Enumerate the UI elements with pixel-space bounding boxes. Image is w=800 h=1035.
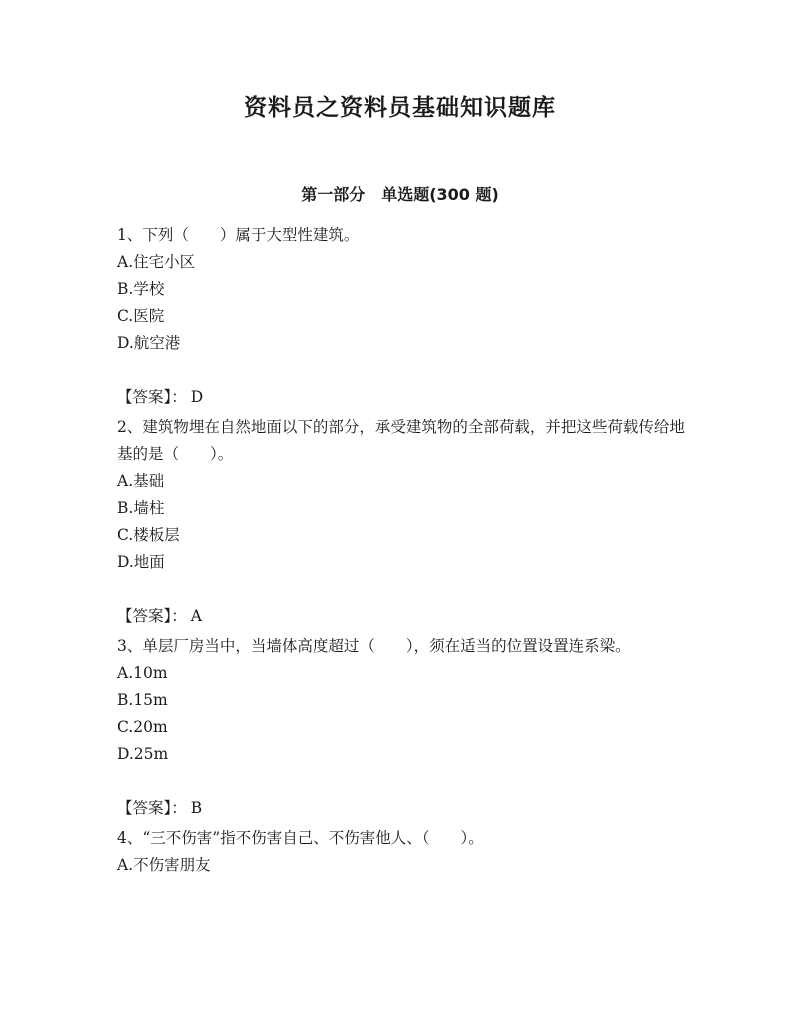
answer-value: D bbox=[190, 388, 204, 406]
option-a: A.基础 bbox=[117, 472, 165, 490]
answer-line bbox=[117, 603, 687, 630]
document-title: 资料员之资料员基础知识题库 bbox=[244, 94, 556, 121]
question-stem: 4、“三不伤害”指不伤害自己、不伤害他人、（ ）。 bbox=[117, 829, 484, 847]
answer-value: A bbox=[190, 607, 202, 625]
option-a: A.不伤害朋友 bbox=[117, 856, 211, 874]
option-c: C.20m bbox=[117, 718, 168, 736]
question-stem: 3、单层厂房当中，当墙体高度超过（ ），须在适当的位置设置连系梁。 bbox=[117, 637, 631, 655]
option-b: B.学校 bbox=[117, 280, 165, 298]
answer-value: B bbox=[190, 799, 203, 817]
question-4 bbox=[117, 825, 687, 879]
answer-line bbox=[117, 384, 687, 411]
option-d: D.航空港 bbox=[117, 334, 181, 352]
option-d: D.地面 bbox=[117, 553, 165, 571]
option-d: D.25m bbox=[117, 745, 169, 763]
question-1 bbox=[117, 222, 687, 411]
question-stem: 1、下列（ ）属于大型性建筑。 bbox=[117, 226, 360, 244]
question-list bbox=[117, 222, 687, 879]
option-a: A.住宅小区 bbox=[117, 253, 196, 271]
question-stem: 2、建筑物埋在自然地面以下的部分，承受建筑物的全部荷载，并把这些荷载传给地基的是（ ）。 bbox=[117, 418, 685, 463]
option-b: B.墙柱 bbox=[117, 499, 165, 517]
answer-label: 【答案】： bbox=[117, 607, 187, 625]
answer-label: 【答案】： bbox=[117, 799, 187, 817]
option-c: C.楼板层 bbox=[117, 526, 180, 544]
answer-line bbox=[117, 795, 687, 822]
question-2 bbox=[117, 414, 687, 630]
section-title: 第一部分 单选题(300 题) bbox=[301, 185, 499, 204]
option-b: B.15m bbox=[117, 691, 168, 709]
option-a: A.10m bbox=[117, 664, 168, 682]
option-c: C.医院 bbox=[117, 307, 165, 325]
question-3 bbox=[117, 633, 687, 822]
answer-label: 【答案】： bbox=[117, 388, 187, 406]
